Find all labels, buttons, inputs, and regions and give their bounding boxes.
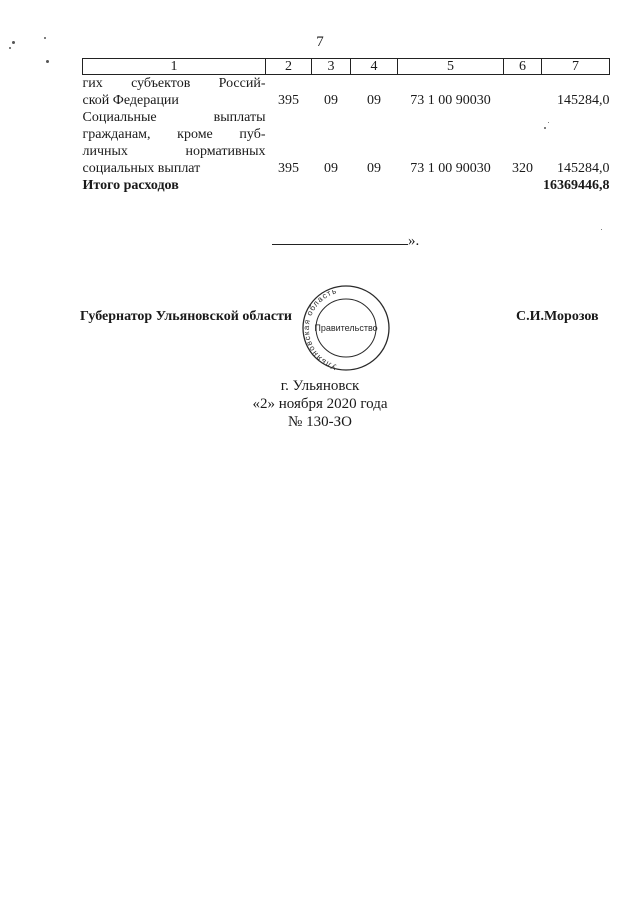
column-header: 1 — [83, 59, 266, 75]
closing-mark: ». — [408, 233, 420, 249]
cell-target-article: 73 1 00 90030 — [410, 93, 491, 108]
cell-ministry: 395 — [278, 93, 299, 108]
cell-ministry: 395 — [278, 161, 299, 176]
closing-quote — [272, 232, 419, 250]
scan-speck — [44, 37, 46, 39]
column-header: 3 — [312, 59, 351, 75]
budget-table — [82, 58, 610, 194]
description-line: гражданам, кроме пуб- — [82, 127, 266, 142]
scan-speck — [548, 122, 549, 123]
footer-number: № 130-ЗО — [288, 414, 352, 430]
column-header: 2 — [266, 59, 312, 75]
table-row — [83, 75, 610, 110]
footer-city: г. Ульяновск — [280, 378, 360, 394]
scan-speck — [9, 47, 11, 49]
signatory-title: Губернатор Ульяновской области — [80, 309, 292, 324]
row-description — [83, 75, 266, 110]
cell-amount: 145284,0 — [557, 93, 610, 108]
description-line: Социальные выплаты — [82, 110, 266, 125]
cell-subsection: 09 — [367, 161, 381, 176]
table-row — [83, 109, 610, 177]
document-footer — [0, 377, 640, 431]
scan-speck — [544, 127, 546, 129]
description-line: социальных выплат — [82, 161, 201, 176]
total-label: Итого расходов — [82, 178, 179, 193]
column-header: 7 — [542, 59, 610, 75]
column-header: 4 — [351, 59, 398, 75]
description-line: гих субъектов Россий- — [82, 76, 266, 91]
scan-speck — [601, 229, 602, 230]
description-line: личных нормативных — [82, 144, 266, 159]
signatory-name: С.И.Морозов — [516, 309, 599, 324]
cell-expense-type: 320 — [512, 161, 533, 176]
seal-ring-text: Ульяновская область — [301, 286, 339, 372]
scan-speck — [46, 60, 49, 63]
cell-subsection: 09 — [367, 93, 381, 108]
cell-target-article: 73 1 00 90030 — [410, 161, 491, 176]
cell-section: 09 — [324, 161, 338, 176]
seal-stamp — [298, 283, 394, 373]
row-description — [83, 109, 266, 177]
cell-section: 09 — [324, 93, 338, 108]
scan-speck — [12, 41, 15, 44]
column-header: 6 — [504, 59, 542, 75]
table-header-row — [83, 59, 610, 75]
total-value: 16369446,8 — [543, 178, 610, 193]
footer-date: «2» ноября 2020 года — [252, 396, 388, 412]
total-row — [83, 177, 610, 194]
cell-expense-type — [504, 75, 542, 110]
cell-amount: 145284,0 — [557, 161, 610, 176]
page-number: 7 — [316, 34, 324, 50]
column-header: 5 — [398, 59, 504, 75]
seal-center-text: Правительство — [314, 323, 378, 333]
description-line: ской Федерации — [82, 93, 179, 108]
underline-rule — [272, 232, 408, 245]
